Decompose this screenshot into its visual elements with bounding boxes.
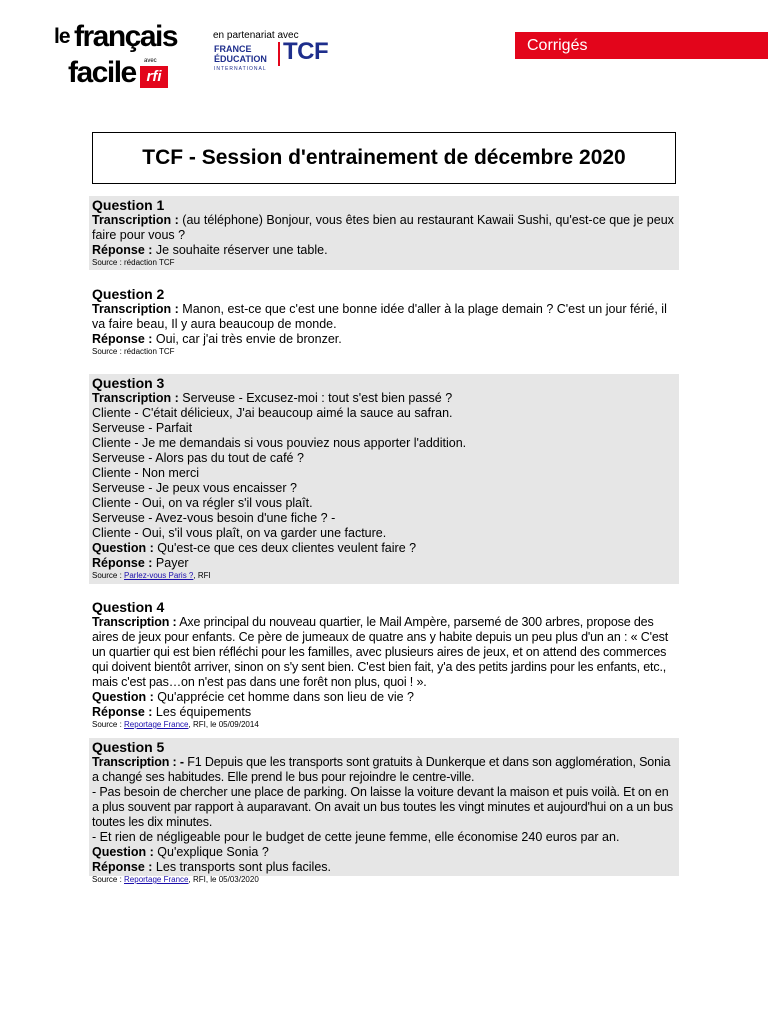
- source-prefix: Source :: [92, 875, 125, 884]
- source: [92, 875, 676, 885]
- transcription-label: Transcription : -: [92, 755, 184, 769]
- question-text: Qu'apprécie cet homme dans son lieu de vie ?: [153, 690, 414, 704]
- question-block-2: [89, 285, 679, 359]
- question-label: Question :: [92, 845, 154, 859]
- question-title: Question 3: [92, 375, 165, 391]
- transcription-text: F1 Depuis que les transports sont gratuits à Dunkerque et dans son agglomération, Sonia a changé ses habitudes. Elle prend le bus pour rejoindre le centre-ville.: [92, 755, 671, 784]
- answer-label: Réponse :: [92, 860, 153, 874]
- question-label: Question :: [92, 541, 154, 555]
- answer: [92, 332, 676, 347]
- answer-text: Les transports sont plus faciles.: [152, 860, 331, 874]
- answer-text: Oui, car j'ai très envie de bronzer.: [152, 332, 342, 346]
- transcription-text: Axe principal du nouveau quartier, le Mail Ampère, parsemé de 300 arbres, propose des aires de jeux pour enfants. Ce père de jumeaux de quatre ans y habite depuis un peu plus d'un an : « C'est un quartier qui est bien réfléchi pour les familles, avec plusieurs aires de jeux, et on attend des commerces qui doivent bientôt arriver, sinon on s'y sent bien. C'est bien fait, y'a des petits jardins pour les enfants, etc., mais c'est pas…on n'est pas dans une forêt non plus, quoi ! ».: [92, 615, 669, 689]
- answer: [92, 860, 676, 875]
- question-text: Qu'explique Sonia ?: [153, 845, 269, 859]
- transcription: [92, 391, 676, 406]
- fei-line-3: INTERNATIONAL: [214, 66, 267, 72]
- answer: [92, 243, 676, 258]
- fei-line-2: ÉDUCATION: [214, 54, 267, 64]
- source-suffix: , RFI, le 05/09/2014: [188, 720, 259, 729]
- source-link[interactable]: Parlez-vous Paris ?: [124, 571, 194, 580]
- dialogue-line: Cliente - Je me demandais si vous pouviez nous apporter l'addition.: [92, 436, 467, 450]
- question-title: Question 4: [92, 599, 165, 615]
- partner-text: en partenariat avec: [213, 30, 299, 41]
- source: [92, 571, 676, 581]
- question-title: Question 2: [92, 286, 165, 302]
- source: Source : rédaction TCF: [92, 347, 175, 356]
- transcription-label: Transcription :: [92, 302, 179, 316]
- logo-francais: français: [74, 20, 178, 53]
- le-francais-facile-logo: [52, 16, 178, 94]
- logo-avec: avec: [144, 58, 157, 64]
- answer-label: Réponse :: [92, 556, 153, 570]
- question: [92, 690, 676, 705]
- answer-label: Réponse :: [92, 705, 153, 719]
- dialogue-line: - Et rien de négligeable pour le budget de cette jeune femme, elle économise 240 euros par an.: [92, 830, 620, 844]
- dialogue-line: Cliente - Oui, on va régler s'il vous plaît.: [92, 496, 313, 510]
- transcription: [92, 755, 676, 785]
- source-prefix: Source :: [92, 720, 125, 729]
- dialogue-line: Serveuse - Avez-vous besoin d'une fiche ? -: [92, 511, 336, 525]
- page-title: TCF - Session d'entrainement de décembre 2020: [92, 132, 676, 184]
- transcription-text: Manon, est-ce que c'est une bonne idée d'aller à la plage demain ? C'est un jour férié, il va faire beau, Il y aura beaucoup de monde.: [92, 302, 667, 331]
- logo-facile: facile: [68, 56, 136, 89]
- transcription-label: Transcription :: [92, 213, 179, 227]
- answer-label: Réponse :: [92, 332, 153, 346]
- dialogue-line: Serveuse - Parfait: [92, 421, 193, 435]
- france-education-international-logo: [214, 44, 267, 74]
- question-text: Qu'est-ce que ces deux clientes veulent faire ?: [153, 541, 417, 555]
- dialogue-line: Cliente - Oui, s'il vous plaît, on va garder une facture.: [92, 526, 387, 540]
- fei-line-1: FRANCE: [214, 44, 252, 54]
- question-block-1: [89, 196, 679, 270]
- logo-le: le: [54, 25, 70, 48]
- source-link[interactable]: Reportage France: [124, 875, 189, 884]
- question-title: Question 1: [92, 197, 165, 213]
- question-block-5: [89, 738, 679, 884]
- question-title: Question 5: [92, 739, 165, 755]
- dialogue-line: - Pas besoin de chercher une place de parking. On laisse la voiture devant la maison et puis voilà. Et on en a plus souvent par rapport à auparavant. On avait un bus toutes les vingt minutes et aujourd'hui on a un bus toutes les dix minutes.: [92, 785, 674, 829]
- transcription-label: Transcription :: [92, 391, 179, 405]
- corriges-banner: Corrigés: [515, 32, 768, 59]
- tcf-separator: [278, 42, 280, 66]
- question-label: Question :: [92, 690, 154, 704]
- transcription: [92, 615, 676, 690]
- dialogue-line: Serveuse - Alors pas du tout de café ?: [92, 451, 304, 465]
- transcription: [92, 213, 676, 243]
- transcription-text: Serveuse - Excusez-moi : tout s'est bien passé ?: [178, 391, 453, 405]
- source: Source : rédaction TCF: [92, 258, 175, 267]
- question-block-3: [89, 374, 679, 584]
- source-link[interactable]: Reportage France: [124, 720, 189, 729]
- answer-text: Payer: [152, 556, 189, 570]
- transcription-label: Transcription :: [92, 615, 177, 629]
- source-prefix: Source :: [92, 571, 125, 580]
- answer-text: Je souhaite réserver une table.: [152, 243, 328, 257]
- transcription: [92, 302, 676, 332]
- question: [92, 845, 676, 860]
- answer: [92, 705, 676, 720]
- tcf-logo: TCF: [283, 38, 329, 65]
- source: [92, 720, 676, 730]
- source-suffix: , RFI, le 05/03/2020: [188, 875, 259, 884]
- transcription-text: (au téléphone) Bonjour, vous êtes bien au restaurant Kawaii Sushi, qu'est-ce que je peux faire pour vous ?: [92, 213, 674, 242]
- answer-label: Réponse :: [92, 243, 153, 257]
- answer-text: Les équipements: [152, 705, 252, 719]
- dialogue-line: Cliente - C'était délicieux, J'ai beaucoup aimé la sauce au safran.: [92, 406, 453, 420]
- answer: [92, 556, 676, 571]
- rfi-logo: rfi: [140, 66, 168, 88]
- source-suffix: , RFI: [193, 571, 211, 580]
- question-block-4: [89, 598, 679, 729]
- dialogue-line: Cliente - Non merci: [92, 466, 199, 480]
- question: [92, 541, 676, 556]
- dialogue-line: Serveuse - Je peux vous encaisser ?: [92, 481, 297, 495]
